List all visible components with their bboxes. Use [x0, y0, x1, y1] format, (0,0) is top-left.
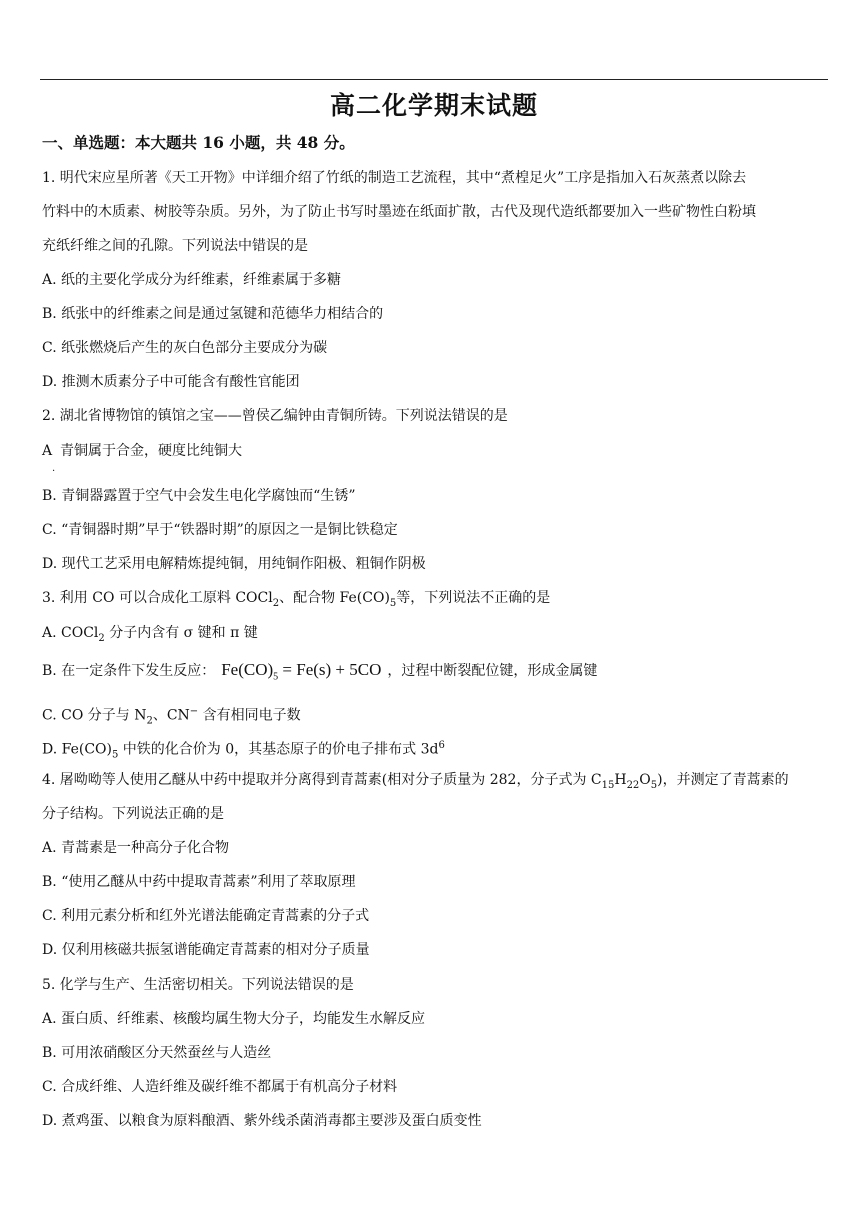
q3-option-b-part1: B. 在一定条件下发生反应： — [42, 663, 216, 679]
q5-option-a: A. 蛋白质、纤维素、核酸均属生物大分子，均能发生水解反应 — [42, 1011, 426, 1027]
q3-option-b — [42, 660, 597, 687]
section-heading: 一、单选题：本大题共 16 小题，共 48 分。 — [42, 133, 355, 152]
q1-option-d: D. 推测木质素分子中可能含有酸性官能团 — [42, 374, 300, 390]
q3-equation — [221, 660, 382, 683]
q3-stem-sub1: 2 — [272, 597, 280, 609]
q4-sub3: 5 — [650, 779, 658, 791]
q3-option-c-part2: 、CN — [152, 707, 190, 724]
q3-option-c — [42, 702, 301, 731]
q4-stem-line2: 分子结构。下列说法正确的是 — [42, 806, 224, 822]
q4-option-c: C. 利用元素分析和红外光谱法能确定青蒿素的分子式 — [42, 908, 370, 924]
q2-option-b: B. 青铜器露置于空气中会发生电化学腐蚀而“生锈” — [42, 488, 356, 504]
q2-option-c: C. “青铜器时期”早于“铁器时期”的原因之一是铜比铁稳定 — [42, 522, 398, 538]
q4-stem-part1: 4. 屠呦呦等人使用乙醚从中药中提取并分离得到青蒿素(相对分子质量为 282，分子式为 C — [42, 772, 602, 788]
q3-equation-right: = Fe(s) + 5CO — [278, 660, 382, 679]
q2-option-a — [42, 441, 242, 461]
q3-equation-sub: 5 — [273, 671, 279, 683]
q4-sub2: 22 — [626, 779, 640, 791]
q3-option-c-sup: − — [189, 706, 199, 717]
q4-option-d: D. 仅利用核磁共振氢谱能确定青蒿素的相对分子质量 — [42, 942, 370, 958]
q3-option-c-part3: 含有相同电子数 — [198, 707, 301, 724]
q2-stem: 2. 湖北省博物馆的镇馆之宝——曾侯乙编钟由青铜所铸。下列说法错误的是 — [42, 408, 508, 424]
q3-equation-left: Fe(CO) — [221, 660, 274, 679]
q3-option-a — [42, 623, 258, 649]
q3-option-c-part1: C. CO 分子与 N — [42, 707, 147, 724]
q5-stem: 5. 化学与生产、生活密切相关。下列说法错误的是 — [42, 977, 354, 993]
q1-stem-line3: 充纸纤维之间的孔隙。下列说法中错误的是 — [42, 238, 308, 254]
q2-option-a-letter: A — [42, 443, 53, 459]
q1-option-b: B. 纸张中的纤维素之间是通过氢键和范德华力相结合的 — [42, 306, 384, 322]
q3-option-b-part2: ，过程中断裂配位键，形成金属键 — [387, 663, 598, 679]
q1-stem-line1: 1. 明代宋应星所著《天工开物》中详细介绍了竹纸的制造工艺流程，其中“煮楻足火”工序是指加入石灰蒸煮以除去 — [42, 170, 747, 186]
q1-stem-line2: 竹料中的木质素、树胶等杂质。另外，为了防止书写时墨迹在纸面扩散，古代及现代造纸都要加入一些矿物性白粉填 — [42, 204, 756, 220]
q3-option-d-part1: D. Fe(CO) — [42, 741, 112, 758]
q3-stem — [42, 588, 550, 614]
q1-option-c: C. 纸张燃烧后产生的灰白色部分主要成分为碳 — [42, 340, 328, 356]
q1-option-a: A. 纸的主要化学成分为纤维素，纤维素属于多糖 — [42, 272, 342, 288]
q4-stem-part2: H — [614, 772, 627, 788]
q2-option-d: D. 现代工艺采用电解精炼提纯铜，用纯铜作阳极、粗铜作阴极 — [42, 556, 426, 572]
q2-option-a-text: 青铜属于合金，硬度比纯铜大 — [60, 443, 242, 459]
q3-option-a-part1: A. COCl — [42, 625, 99, 641]
q4-stem-part3: O — [639, 772, 651, 788]
q2-option-a-dot: . — [52, 463, 56, 474]
q3-stem-part1: 3. 利用 CO 可以合成化工原料 COCl — [42, 590, 273, 606]
q4-option-b: B. “使用乙醚从中药中提取青蒿素”利用了萃取原理 — [42, 874, 356, 890]
page-title: 高二化学期末试题 — [329, 91, 538, 120]
q3-stem-part2: 、配合物 Fe(CO) — [279, 590, 390, 606]
q5-option-b: B. 可用浓硝酸区分天然蚕丝与人造丝 — [42, 1045, 272, 1061]
q3-stem-part3: 等，下列说法不正确的是 — [396, 590, 551, 606]
q5-option-c: C. 合成纤维、人造纤维及碳纤维不都属于有机高分子材料 — [42, 1079, 398, 1095]
header-rule — [40, 79, 828, 80]
q3-option-d — [42, 736, 445, 765]
q3-option-d-part2: 中铁的化合价为 0，其基态原子的价电子排布式 3d — [118, 741, 439, 758]
q3-option-d-sub: 5 — [111, 749, 119, 761]
q4-stem-part4: )，并测定了青蒿素的 — [657, 772, 789, 788]
q3-stem-sub2: 5 — [389, 597, 397, 609]
q5-option-d: D. 煮鸡蛋、以粮食为原料酿酒、紫外线杀菌消毒都主要涉及蛋白质变性 — [42, 1113, 482, 1129]
q4-option-a: A. 青蒿素是一种高分子化合物 — [42, 840, 230, 856]
q3-option-c-sub: 2 — [146, 715, 153, 727]
q4-sub1: 15 — [601, 779, 615, 791]
q3-option-a-sub: 2 — [98, 632, 105, 644]
q3-option-d-sup: 6 — [438, 740, 445, 751]
q4-stem-line1 — [42, 770, 789, 796]
q3-option-a-part2: 分子内含有 σ 键和 π 键 — [104, 625, 258, 641]
